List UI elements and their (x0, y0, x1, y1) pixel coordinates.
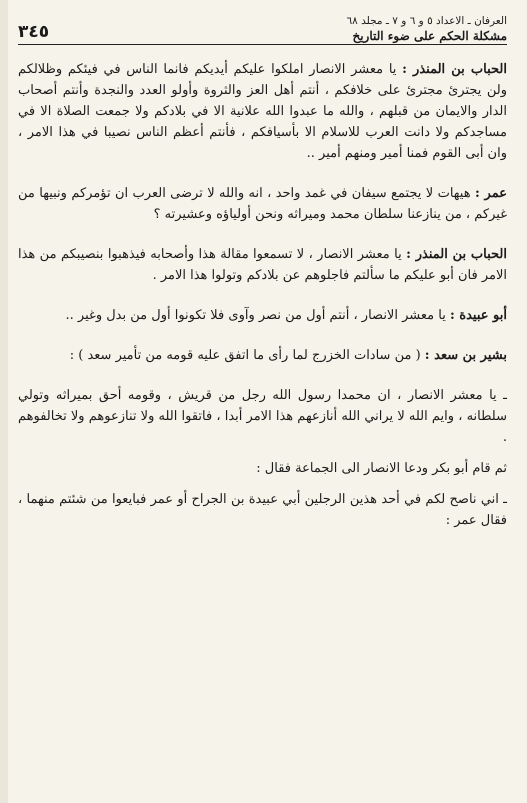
paragraph-text: ـ اني ناصح لكم في أحد هذين الرجلين أبي عبيدة بن الجراح أو عمر فبايعوا من شئتم منهما ، فقال عمر : (18, 492, 507, 528)
paragraph-text: هيهات لا يجتمع سيفان في غمد واحد ، انه والله لا ترضى العرب ان تؤمركم ونبيها من غيركم ، من ينازعنا سلطان محمد وميراثه ونحن أولياؤه وعشيرته ؟ (18, 186, 507, 222)
paragraph (18, 59, 507, 164)
paragraph (18, 183, 507, 225)
section-title: مشكلة الحكم على ضوء التاريخ (352, 29, 507, 43)
speaker-name: بشير بن سعد : (424, 348, 507, 363)
paragraph-text: ـ يا معشر الانصار ، ان محمدا رسول الله رجل من قريش ، وقومه أحق بميراثه وتولي سلطانه ، وايم الله لا يراني الله أنازعهم هذا الامر أبدا ، فاتقوا الله ولا تنازعوهم ولا تخالفوهم . (18, 388, 507, 445)
page-edge-shadow (0, 0, 8, 803)
speaker-name: أبو عبيدة : (449, 308, 507, 323)
speaker-name: عمر : (474, 186, 507, 201)
page-number: ٣٤٥ (18, 22, 50, 42)
speaker-name: الحباب بن المنذر : (402, 62, 508, 77)
paragraph (18, 458, 507, 479)
paragraph-text: ( من سادات الخزرج لما رأى ما اتفق عليه قومه من تأمير سعد ) : (69, 348, 421, 363)
body-text (18, 59, 507, 531)
header-text-block (347, 14, 507, 44)
speaker-name: الحباب بن المنذر : (406, 247, 507, 262)
paragraph (18, 385, 507, 448)
paragraph (18, 244, 507, 286)
paragraph-text: ثم قام أبو بكر ودعا الانصار الى الجماعة فقال : (256, 461, 507, 476)
paragraph-text: يا معشر الانصار ، أنتم أول من نصر وآوى فلا تكونوا أول من بدل وغير .. (65, 308, 446, 323)
paragraph-text: يا معشر الانصار املكوا عليكم أيديكم فانما الناس في فيئكم وظلالكم ولن يجترئ مجترئ على خلافكم ، أنتم أهل العز والثروة وأولو العدد والنجدة وأنتم أصحاب الدار والايمان من قبلهم ، والله ما عبدوا الله علانية الا في بلادكم ولا جمعت الصلاة الا في مساجدكم ولا دانت العرب للاسلام الا بأسيافكم ، فأنتم أعظم الناس نصيبا في هذا الامر ، وان أبى القوم فمنا أمير ومنهم أمير .. (18, 62, 507, 161)
journal-issue-line: العرفان ـ الاعداد ٥ و ٦ و ٧ ـ مجلد ٦٨ (346, 15, 507, 27)
paragraph (18, 345, 507, 366)
running-header (18, 6, 507, 45)
paragraph (18, 489, 507, 531)
paragraph (18, 305, 507, 326)
paragraph-text: يا معشر الانصار ، لا تسمعوا مقالة هذا وأصحابه فيذهبوا بنصيبكم من هذا الامر فان أبو عليكم ما سألتم فاجلوهم عن بلادكم وتولوا هذا الامر . (18, 247, 507, 283)
